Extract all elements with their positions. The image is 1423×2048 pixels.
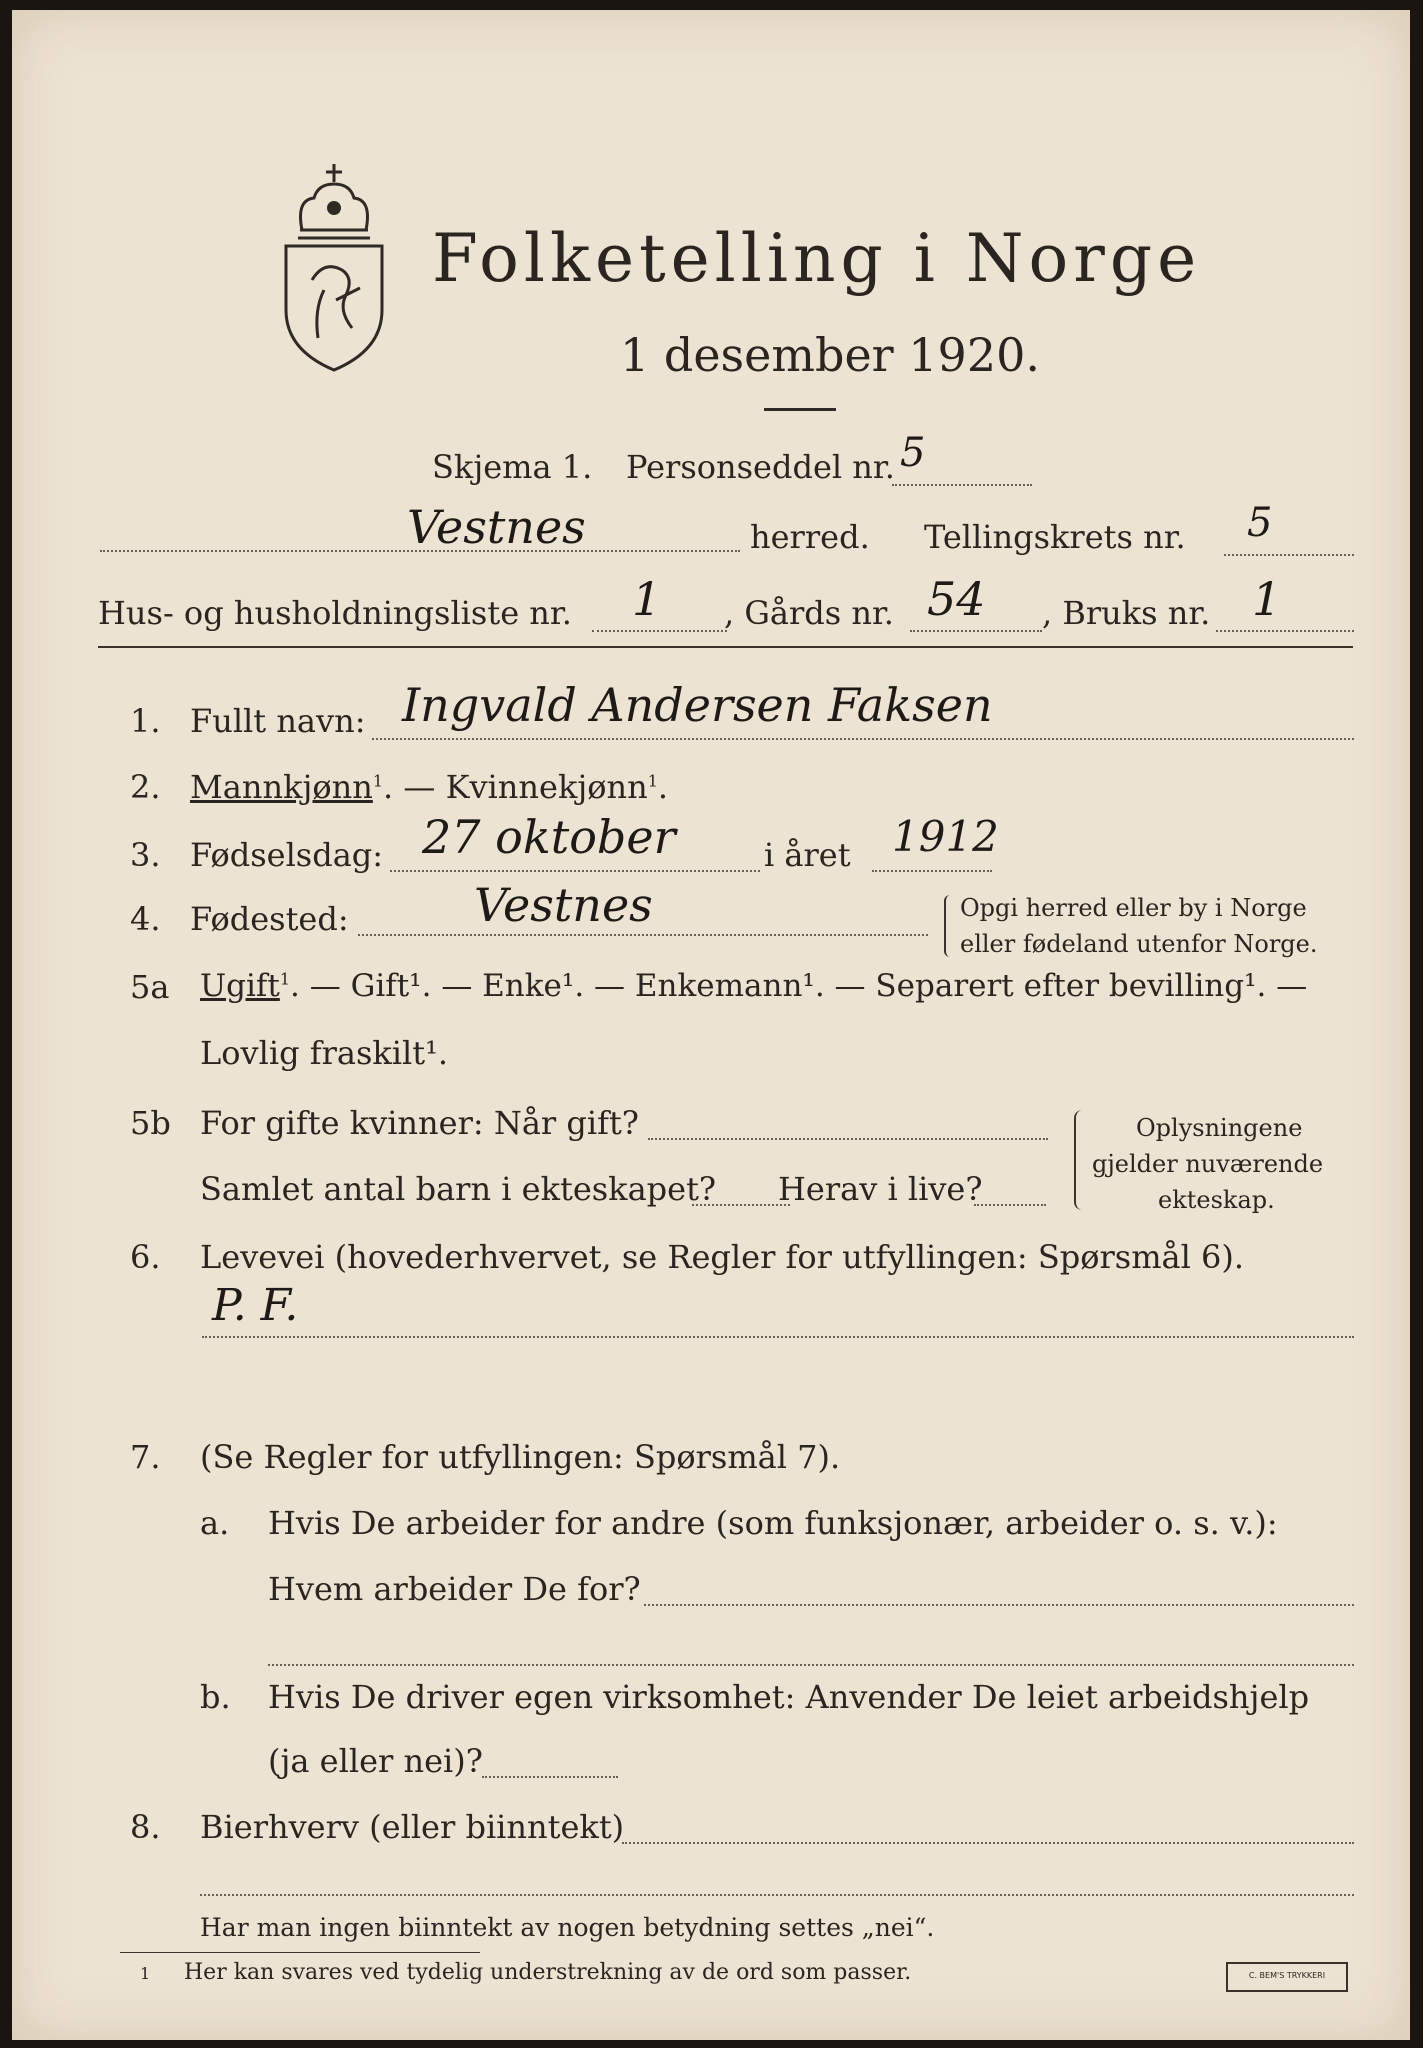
q5b-label3: Herav i live? [778, 1170, 983, 1208]
q4-label: Fødested: [190, 900, 349, 938]
tellingskrets-value: 5 [1247, 500, 1273, 546]
gards-value: 54 [927, 572, 986, 626]
q5b-alive-line [974, 1204, 1046, 1206]
herred-value: Vestnes [407, 500, 586, 554]
q6-occupation-value: P. F. [212, 1280, 299, 1331]
q8-number: 8. [130, 1808, 161, 1846]
q5b-note1: Oplysningene [1136, 1114, 1303, 1142]
q4-birthplace-value: Vestnes [474, 878, 653, 932]
hus-line [592, 630, 727, 632]
q5a-line2: Lovlig fraskilt¹. [200, 1034, 449, 1072]
q5b-label2: Samlet antal barn i ekteskapet? [200, 1170, 717, 1208]
q5b-note-bracket [1074, 1110, 1084, 1210]
title-divider [764, 408, 836, 411]
q5b-married-line [648, 1138, 1048, 1140]
bruks-line [1216, 630, 1354, 632]
q4-note-bracket [944, 895, 952, 957]
bruks-value: 1 [1252, 572, 1282, 626]
q1-number: 1. [130, 702, 161, 740]
q1-line [372, 738, 1354, 740]
footnote-text: Her kan svares ved tydelig understrekning av de ord som passer. [184, 1960, 912, 1985]
q2-gender-options: Mannkjønn$^1$. — Kvinnekjønn$^1$. [190, 768, 669, 806]
q5a-marital-options: Ugift$^1$. — Gift¹. — Enke¹. — Enkemann¹. — Separert efter bevilling¹. — [200, 968, 1308, 1004]
q5b-children-line [692, 1204, 790, 1206]
q3-number: 3. [130, 836, 161, 874]
q7a-number: a. [200, 1504, 230, 1542]
q7a-line1 [644, 1604, 1354, 1606]
q5b-number: 5b [130, 1104, 171, 1142]
q3-year-value: 1912 [892, 812, 999, 861]
q3-label: Fødselsdag: [190, 836, 384, 874]
q5b-label1: For gifte kvinner: Når gift? [200, 1104, 639, 1142]
q3-day-value: 27 oktober [422, 810, 676, 864]
skjema-label: Skjema 1. [432, 448, 593, 486]
q4-note-line1: Opgi herred eller by i Norge [960, 894, 1307, 922]
section-rule [98, 646, 1353, 648]
form-title: Folketelling i Norge [432, 220, 1202, 297]
q6-line [202, 1336, 1354, 1338]
q2-male-option: Mannkjønn [190, 768, 373, 806]
q7-number: 7. [130, 1438, 161, 1476]
q5b-note3: ekteskap. [1158, 1186, 1275, 1214]
q3-day-line [390, 870, 760, 872]
hus-label: Hus- og husholdningsliste nr. [98, 594, 572, 632]
q5a-number: 5a [130, 968, 170, 1006]
census-form-page [12, 10, 1410, 2040]
q5a-ugift-option: Ugift [200, 968, 280, 1004]
footnote-mark: 1 [140, 1964, 151, 1983]
q3-year-label: i året [764, 836, 851, 874]
bruks-label: , Bruks nr. [1042, 594, 1211, 632]
q7b-number: b. [200, 1678, 231, 1716]
q2-separator: . — [383, 768, 446, 806]
q7a-sub-label: Hvem arbeider De for? [268, 1570, 641, 1608]
personseddel-label: Personseddel nr. [626, 448, 895, 486]
q1-label: Fullt navn: [190, 702, 366, 740]
q6-number: 6. [130, 1238, 161, 1276]
q7b-label: Hvis De driver egen virksomhet: Anvender De leiet arbeidshjelp [268, 1678, 1310, 1716]
form-date: 1 desember 1920. [620, 328, 1040, 382]
q5b-note2: gjelder nuværende [1092, 1150, 1324, 1178]
q2-female-option: Kvinnekjønn [445, 768, 648, 806]
q7b-sub-label: (ja eller nei)? [268, 1742, 483, 1780]
q4-line [358, 934, 928, 936]
gards-line [910, 630, 1042, 632]
gards-label: , Gårds nr. [724, 594, 894, 632]
footnote-rule [120, 1952, 480, 1953]
q7-label: (Se Regler for utfyllingen: Spørsmål 7). [200, 1438, 841, 1476]
biinntekt-note: Har man ingen biinntekt av nogen betydning settes „nei“. [200, 1913, 935, 1942]
herred-label: herred. [750, 518, 870, 556]
q3-year-line [872, 870, 992, 872]
q4-note-line2: eller fødeland utenfor Norge. [960, 930, 1318, 958]
printer-stamp-text: C. BEM'S TRYKKERI [1248, 1971, 1326, 1980]
q7a-label: Hvis De arbeider for andre (som funksjonær, arbeider o. s. v.): [268, 1504, 1278, 1542]
personseddel-line [892, 484, 1032, 486]
tellingskrets-label: Tellingskrets nr. [924, 518, 1186, 556]
printer-stamp [1226, 1962, 1348, 1992]
q5a-other-options: . — Gift¹. — Enke¹. — Enkemann¹. — Separert efter bevilling¹. — [290, 968, 1308, 1004]
q1-full-name-value: Ingvald Andersen Faksen [402, 678, 993, 732]
q2-number: 2. [130, 768, 161, 806]
q7a-line2 [268, 1664, 1354, 1666]
q8-line1 [622, 1842, 1354, 1844]
tellingskrets-line [1224, 554, 1354, 556]
hus-value: 1 [632, 572, 662, 626]
q6-label: Levevei (hovederhvervet, se Regler for utfyllingen: Spørsmål 6). [200, 1238, 1245, 1276]
coat-of-arms-icon [274, 160, 394, 375]
q8-line2 [200, 1894, 1354, 1896]
q8-label: Bierhverv (eller biinntekt) [200, 1808, 625, 1846]
personseddel-value: 5 [900, 430, 926, 476]
q7b-line [482, 1776, 618, 1778]
q4-number: 4. [130, 900, 161, 938]
